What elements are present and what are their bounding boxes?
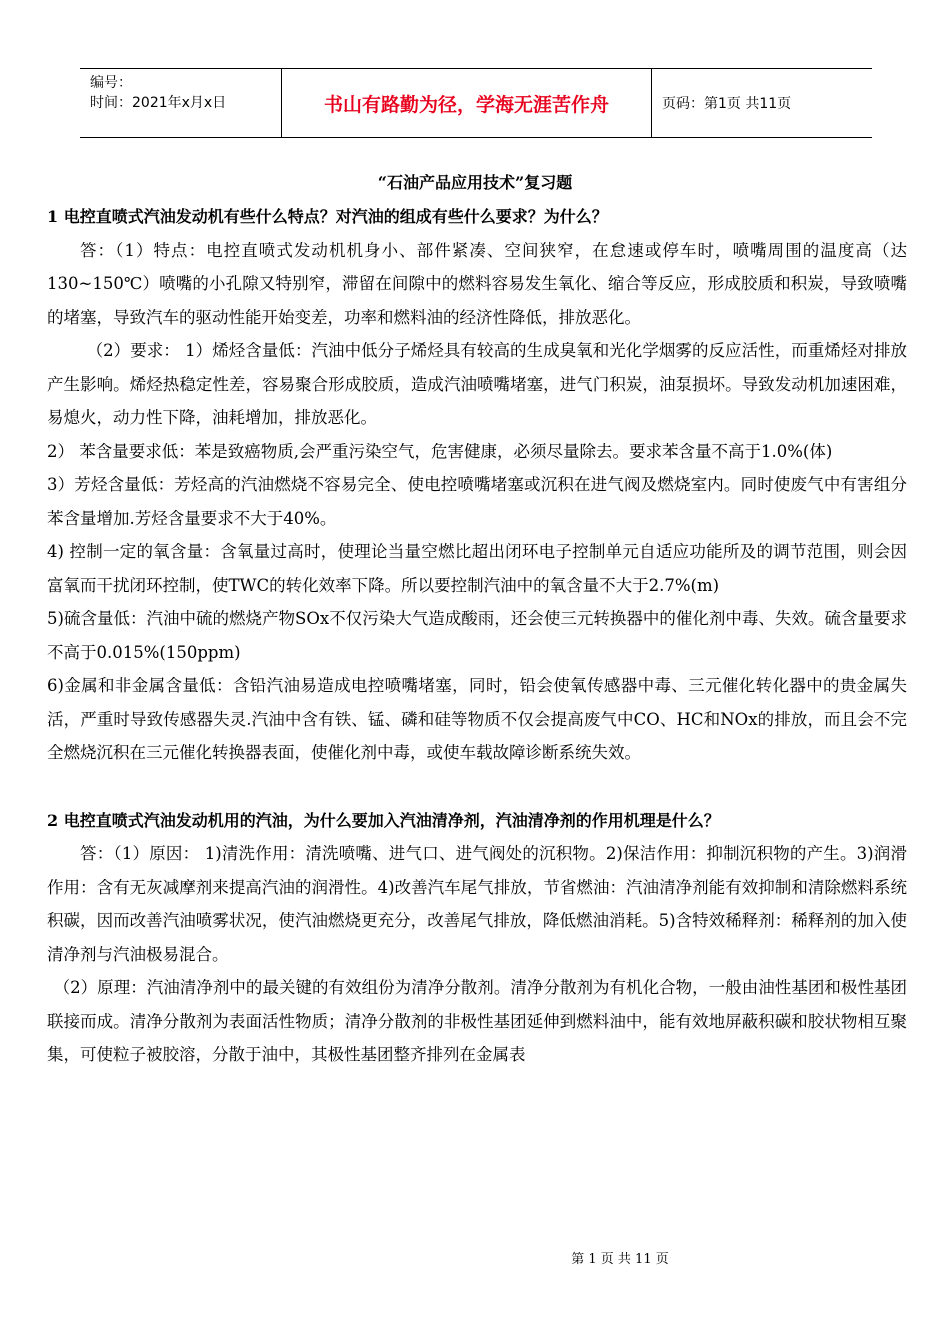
document-title: “石油产品应用技术”复习题 <box>377 173 573 192</box>
paragraph-spacer <box>47 770 907 804</box>
answer-1-req-aromatic: 3）芳烃含量低：芳烃高的汽油燃烧不容易完全、使电控喷嘴堵塞或沉积在进气阀及燃烧室内。同时使废气中有害组分苯含量增加.芳烃含量要求不大于40%。 <box>47 475 907 528</box>
answer-1-req-sulfur: 5)硫含量低：汽油中硫的燃烧产物SOx不仅污染大气造成酸雨，还会使三元转换器中的催化剂中毒、失效。硫含量要求不高于0.015%(150ppm) <box>47 609 907 662</box>
answer-1-req-olefin: （2）要求： 1）烯烃含量低：汽油中低分子烯烃具有较高的生成臭氧和光化学烟雾的反应活性，而重烯烃对排放产生影响。烯烃热稳定性差，容易聚合形成胶质，造成汽油喷嘴堵塞，进气门积炭，油泵损坏。导致发动机加速困难，易熄火，动力性下降，油耗增加，排放恶化。 <box>47 341 907 427</box>
question-2: 2 电控直喷式汽油发动机用的汽油，为什么要加入汽油清净剂，汽油清净剂的作用机理是什么？ <box>47 810 720 830</box>
question-1: 1 电控直喷式汽油发动机有些什么特点？对汽油的组成有些什么要求？为什么？ <box>47 207 608 226</box>
answer-1-req-oxygen: 4) 控制一定的氧含量：含氧量过高时，使理论当量空燃比超出闭环电子控制单元自适应功能所及的调节范围，则会因富氧而干扰闭环控制，使TWC的转化效率下降。所以要控制汽油中的氧含量不大于2.7%(m) <box>47 542 907 595</box>
header-info-cell <box>80 69 282 137</box>
motto-text: 书山有路勤为径，学海无涯苦作舟 <box>323 93 609 116</box>
answer-2-reason: 答：（1）原因： 1)清洗作用：清洗喷嘴、进气口、进气阀处的沉积物。2)保洁作用：抑制沉积物的产生。3)润滑作用：含有无灰减摩剂来提高汽油的润滑性。4)改善汽车尾气排放，节省燃油：汽油清净剂能有效抑制和清除燃料系统积碳，因而改善汽油喷雾状况，使汽油燃烧更充分，改善尾气排放，降低燃油消耗。5)含特效稀释剂：稀释剂的加入使清净剂与汽油极易混合。 <box>47 844 907 964</box>
page-footer: 第 1 页 共 11 页 <box>571 1252 669 1267</box>
document-body <box>47 200 907 1072</box>
answer-1-req-metal: 6)金属和非金属含量低：含铅汽油易造成电控喷嘴堵塞，同时，铅会使氧传感器中毒、三元催化转化器中的贵金属失活，严重时导致传感器失灵.汽油中含有铁、锰、磷和硅等物质不仅会提高废气中CO、HC和NOx的排放，而且会不完全燃烧沉积在三元催化转换器表面，使催化剂中毒，或使车载故障诊断系统失效。 <box>47 676 907 762</box>
document-header <box>80 68 872 138</box>
header-page-cell <box>652 69 872 137</box>
header-motto-cell <box>282 69 652 137</box>
number-label: 编号： <box>90 75 132 91</box>
answer-1-features: 答：（1）特点：电控直喷式发动机机身小、部件紧凑、空间狭窄，在怠速或停车时，喷嘴周围的温度高（达130~150℃）喷嘴的小孔隙又特别窄，滞留在间隙中的燃料容易发生氧化、缩合等反应，形成胶质和积炭，导致喷嘴的堵塞，导致汽车的驱动性能开始变差，功率和燃料油的经济性降低，排放恶化。 <box>47 240 907 327</box>
page-label: 页码：第1页 共11页 <box>662 96 792 112</box>
date-label: 时间：2021年x月x日 <box>90 95 227 111</box>
answer-1-req-benzene: 2） 苯含量要求低：苯是致癌物质,会严重污染空气，危害健康，必须尽量除去。要求苯含量不高于1.0%(体) <box>47 441 833 461</box>
answer-2-principle: （2）原理：汽油清净剂中的最关键的有效组份为清净分散剂。清净分散剂为有机化合物，一般由油性基团和极性基团联接而成。清净分散剂为表面活性物质；清净分散剂的非极性基团延伸到燃料油中，能有效地屏蔽积碳和胶状物相互聚集，可使粒子被胶溶，分散于油中，其极性基团整齐排列在金属表 <box>47 978 907 1064</box>
